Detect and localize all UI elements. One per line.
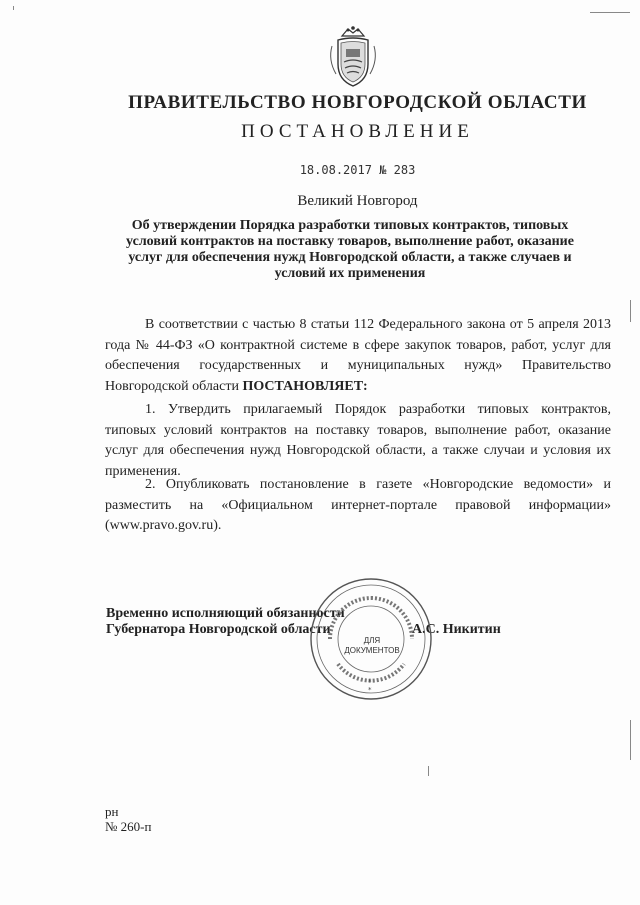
svg-text:*: *: [368, 686, 372, 694]
scan-mark-right-2: [630, 720, 631, 760]
preamble-text: В соответствии с частью 8 статьи 112 Федерального закона от 5 апреля 2013 года № 44-ФЗ «О контрактной системе в сфере закупок товаров, работ, услуг для обеспечения государственных и муниципальных нужд» Правительство Новгородской области: [105, 317, 611, 394]
signatory-name: А.С. Никитин: [412, 622, 501, 637]
document-date-number: 18.08.2017 № 283: [299, 163, 416, 177]
scan-mark-right-1: [630, 300, 631, 322]
footer-number: № 260-п: [105, 819, 152, 834]
preamble-paragraph: [105, 315, 611, 397]
coat-of-arms-icon: [324, 24, 382, 90]
item-1-paragraph: 1. Утвердить прилагаемый Порядок разработки типовых контрактов, типовых условий контрактов на поставку товаров, выполнение работ, оказание услуг для обеспечения нужд Новгородской области, а также случаи и условия их применения.: [105, 402, 611, 479]
scan-mark-left: [13, 6, 14, 10]
signatory-line-2: Губернатора Новгородской области: [106, 622, 331, 637]
stamp-label: ДЛЯ ДОКУМЕНТОВ: [344, 636, 400, 655]
document-subject: Об утверждении Порядка разработки типовых контрактов, типовых условий контрактов на поставку товаров, выполнение работ, оказание услуг для обеспечения нужд Новгородской области, а также случаев и условий их применения: [126, 218, 574, 281]
resolves-keyword: ПОСТАНОВЛЯЕТ:: [242, 378, 368, 394]
svg-text:*: *: [368, 678, 372, 686]
item-2-paragraph: 2. Опубликовать постановление в газете «Новгородские ведомости» и разместить на «Официальном интернет-портале правовой информации» (www.pravo.gov.ru).: [105, 477, 611, 533]
document-type: ПОСТАНОВЛЕНИЕ: [241, 121, 474, 142]
signatory-line-1: Временно исполняющий обязанности: [106, 606, 345, 621]
scan-mark-top: [590, 12, 630, 13]
document-city: Великий Новгород: [297, 193, 418, 209]
government-title: ПРАВИТЕЛЬСТВО НОВГОРОДСКОЙ ОБЛАСТИ: [128, 92, 587, 113]
document-footer: [105, 804, 151, 834]
scan-mark-mid: [428, 766, 429, 776]
footer-initials: рн: [105, 804, 119, 819]
